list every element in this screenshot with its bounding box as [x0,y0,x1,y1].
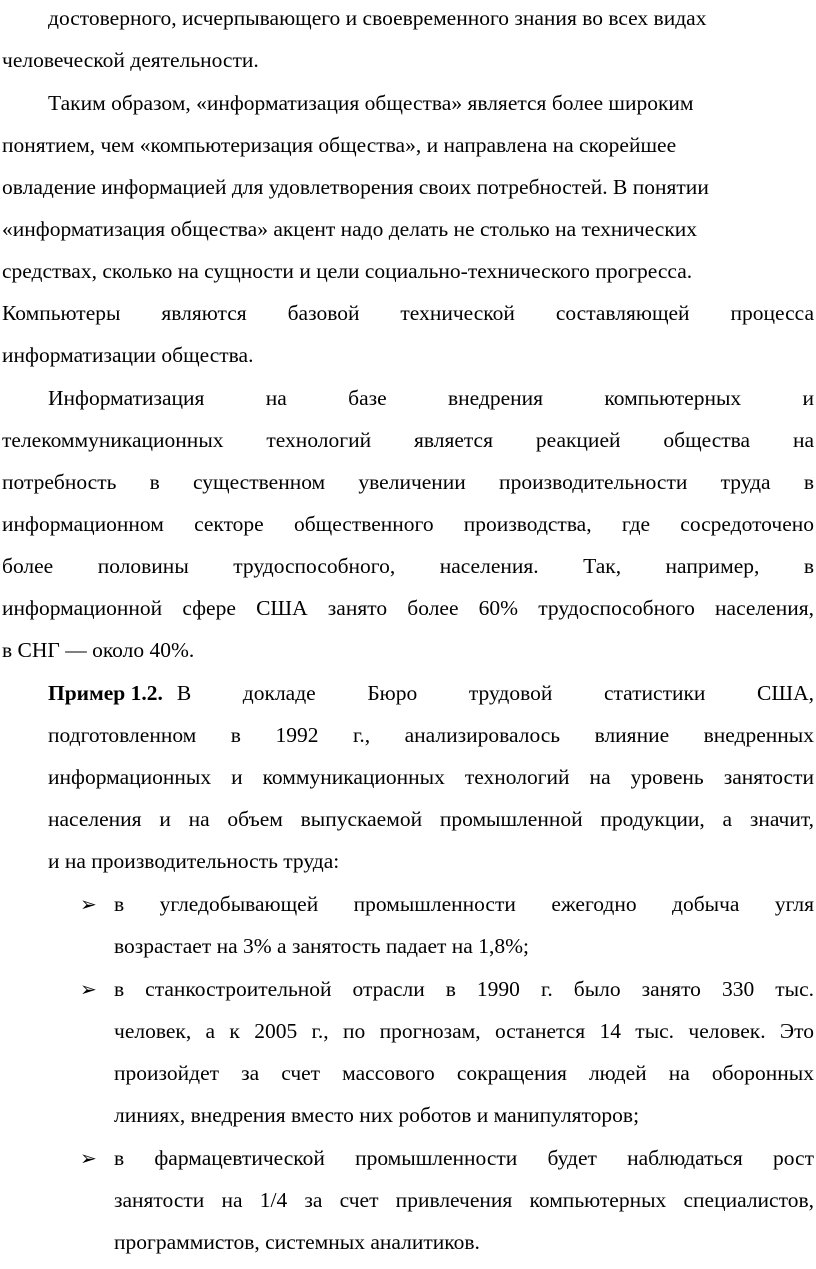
bullet-2-line-1: в станкостроительной отрасли в 1990 г. было занято 330 тыс. [114,977,814,1001]
p3-line-6: информационной сфере США занято более 60% трудоспособного населения, [2,596,814,620]
p2-line-3: овладение информацией для удовлетворения своих потребностей. В понятии [2,175,709,199]
bullet-2-line-4: линиях, внедрения вместо них роботов и манипуляторов; [114,1103,640,1127]
p2-line-2: понятием, чем «компьютеризация общества», и направлена на скорейшее [2,133,677,157]
bullet-arrow-icon-3: ➢ [80,1146,97,1170]
p1-line-2: человеческой деятельности. [2,48,259,72]
p3-line-2: телекоммуникационных технологий является реакцией общества на [2,428,814,452]
bullet-3-line-1: в фармацевтической промышленности будет наблюдаться рост [114,1146,814,1170]
bullet-1-line-1: в угледобывающей промышленности ежегодно добыча угля [114,892,814,916]
bullet-2-line-2: человек, а к 2005 г., по прогнозам, останется 14 тыс. человек. Это [114,1019,814,1043]
bullet-3-line-2: занятости на 1/4 за счет привлечения компьютерных специалистов, [114,1188,814,1212]
p2-line-7: информатизации общества. [2,343,254,367]
p2-line-6 [2,299,814,327]
p1-line-1: достоверного, исчерпывающего и своевременного знания во всех видах [48,6,707,30]
p3-line-3: потребность в существенном увеличении производительности труда в [2,470,814,494]
p2-line-5: средствах, сколько на сущности и цели социально-технического прогресса. [2,259,693,283]
example-line-1 [48,679,814,707]
bullet-1-line-2: возрастает на 3% а занятость падает на 1,8%; [114,934,529,958]
bullet-3-line-3: программистов, системных аналитиков. [114,1230,480,1254]
p2-line-1: Таким образом, «информатизация общества» является более широким [48,91,694,115]
p2-line-6-text: Компьютеры являются базовой технической составляющей процесса [2,301,814,325]
example-line-4: населения и на объем выпускаемой промышленной продукции, а значит, [48,807,814,831]
p3-line-5: более половины трудоспособного, населения. Так, например, в [2,554,814,578]
example-line-5: и на производительность труда: [48,849,340,873]
example-first-line-rest: В докладе Бюро трудовой статистики США, [176,681,814,705]
p2-line-4: «информатизация общества» акцент надо делать не столько на технических [2,217,698,241]
p3-line-4: информационном секторе общественного производства, где сосредоточено [2,512,814,536]
example-line-3: информационных и коммуникационных технологий на уровень занятости [48,765,814,789]
example-line-2: подготовленном в 1992 г., анализировалось влияние внедренных [48,723,814,747]
bullet-arrow-icon-2: ➢ [80,977,97,1001]
bullet-2-line-3: произойдет за счет массового сокращения людей на оборонных [114,1061,814,1085]
example-label: Пример 1.2. [48,681,163,705]
p3-line-1-text: Информатизация на базе внедрения компьютерных и [48,386,814,410]
bullet-arrow-icon-1: ➢ [80,892,97,916]
p3-line-7: в СНГ — около 40%. [2,638,195,662]
p3-line-1 [48,384,814,412]
